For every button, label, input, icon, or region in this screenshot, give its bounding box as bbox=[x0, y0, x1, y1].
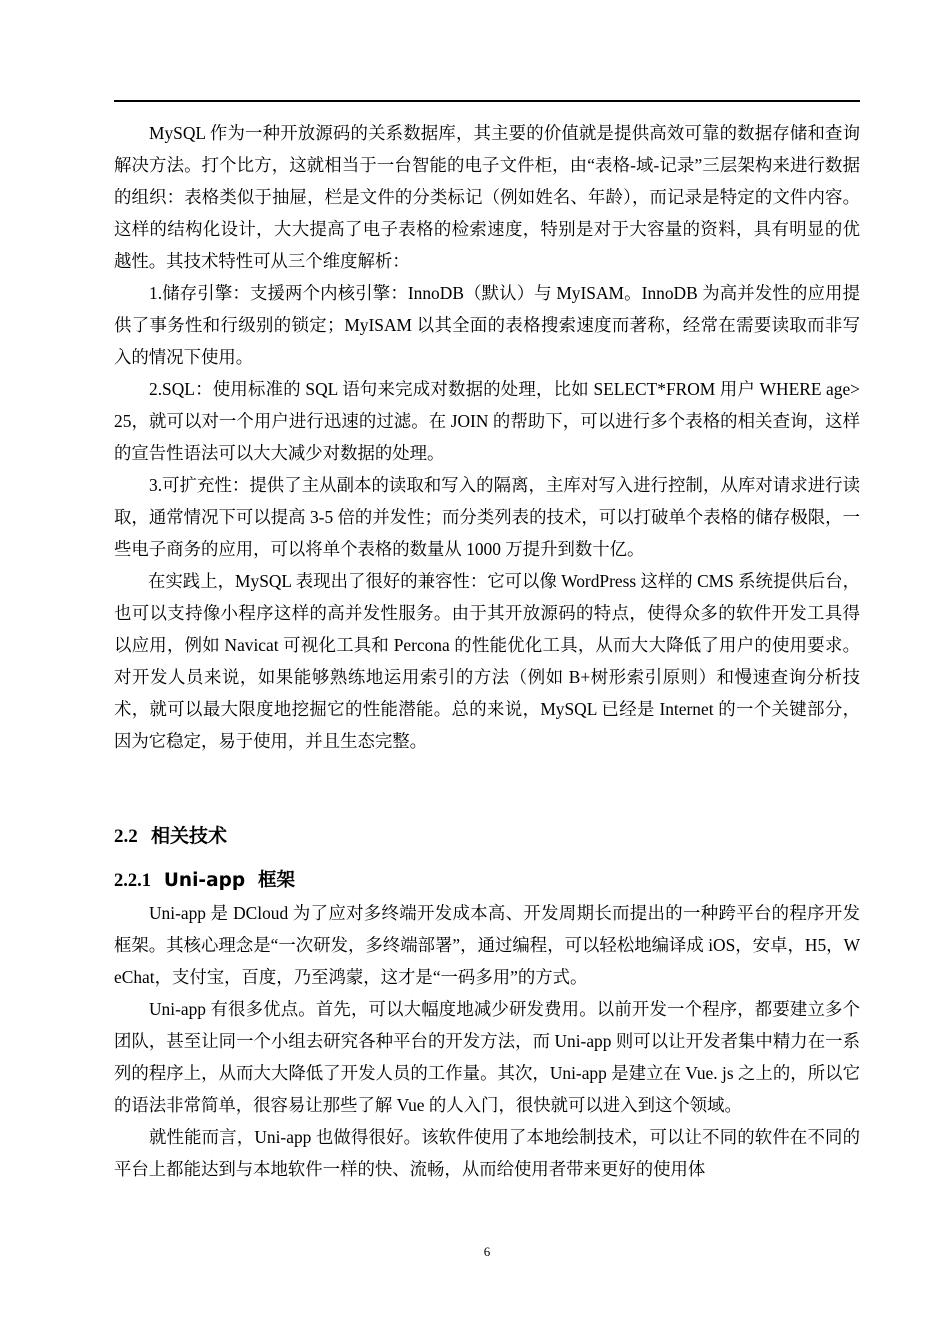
section-number: 2.2 bbox=[114, 826, 138, 847]
subsection-number: 2.2.1 bbox=[114, 871, 151, 891]
section-heading bbox=[114, 821, 860, 851]
paragraph-sql: 2.SQL：使用标准的 SQL 语句来完成对数据的处理，比如 SELECT*FROM 用户 WHERE age>25，就可以对一个用户进行迅速的过滤。在 JOIN 的帮助下，可以进行多个表格的相关查询，这样的宣告性语法可以大大减少对数据的处理。 bbox=[114, 379, 860, 463]
document-page bbox=[114, 0, 860, 1344]
document-body bbox=[114, 117, 860, 1185]
section-spacer bbox=[114, 757, 860, 821]
subsection-heading bbox=[114, 865, 860, 897]
paragraph-uniapp-advantages: Uni-app 有很多优点。首先，可以大幅度地减少研发费用。以前开发一个程序，都要建立多个团队，甚至让同一个小组去研究各种平台的开发方法，而 Uni-app 则可以让开发者集中精力在一系列的程序上，从而大大降低了开发人员的工作量。其次，Uni-app 是建立在 Vue. js 之上的，所以它的语法非常简单，很容易让那些了解 Vue 的人入门，很快就可以进入到这个领域。 bbox=[114, 999, 860, 1115]
paragraph-mysql-intro: MySQL 作为一种开放源码的关系数据库，其主要的价值就是提供高效可靠的数据存储和查询解决方法。打个比方，这就相当于一台智能的电子文件柜，由“表格-域-记录”三层架构来进行数据的组织：表格类似于抽屉，栏是文件的分类标记（例如姓名、年龄），而记录是特定的文件内容。这样的结构化设计，大大提高了电子表格的检索速度，特别是对于大容量的资料，具有明显的优越性。其技术特性可从三个维度解析： bbox=[114, 123, 860, 271]
paragraph-uniapp-intro: Uni-app 是 DCloud 为了应对多终端开发成本高、开发周期长而提出的一种跨平台的程序开发框架。其核心理念是“一次研发，多终端部署”，通过编程，可以轻松地编译成 iOS，安卓，H5，WeChat，支付宝，百度，乃至鸿蒙，这才是“一码多用”的方式。 bbox=[114, 903, 860, 987]
header-rule bbox=[114, 100, 860, 102]
paragraph-uniapp-performance: 就性能而言，Uni-app 也做得很好。该软件使用了本地绘制技术，可以让不同的软件在不同的平台上都能达到与本地软件一样的快、流畅，从而给使用者带来更好的使用体 bbox=[114, 1127, 860, 1179]
paragraph-storage-engine: 1.储存引擎：支援两个内核引擎：InnoDB（默认）与 MyISAM。InnoDB 为高并发性的应用提供了事务性和行级别的锁定；MyISAM 以其全面的表格搜索速度而著称，经常在需要读取而非写入的情况下使用。 bbox=[114, 283, 860, 367]
subsection-title: Uni-app 框架 bbox=[163, 870, 295, 891]
section-title: 相关技术 bbox=[150, 825, 227, 847]
paragraph-scalability: 3.可扩充性：提供了主从副本的读取和写入的隔离，主库对写入进行控制，从库对请求进行读取，通常情况下可以提高 3-5 倍的并发性；而分类列表的技术，可以打破单个表格的储存极限，一些电子商务的应用，可以将单个表格的数量从 1000 万提升到数十亿。 bbox=[114, 475, 860, 559]
paragraph-mysql-practice: 在实践上，MySQL 表现出了很好的兼容性：它可以像 WordPress 这样的 CMS 系统提供后台，也可以支持像小程序这样的高并发性服务。由于其开放源码的特点，使得众多的软件开发工具得以应用，例如 Navicat 可视化工具和 Percona 的性能优化工具，从而大大降低了用户的使用要求。对开发人员来说，如果能够熟练地运用索引的方法（例如 B+树形索引原则）和慢速查询分析技术，就可以最大限度地挖掘它的性能潜能。总的来说，MySQL 已经是 Internet 的一个关键部分，因为它稳定，易于使用，并且生态完整。 bbox=[114, 571, 860, 751]
page-number: 6 bbox=[483, 1244, 491, 1259]
